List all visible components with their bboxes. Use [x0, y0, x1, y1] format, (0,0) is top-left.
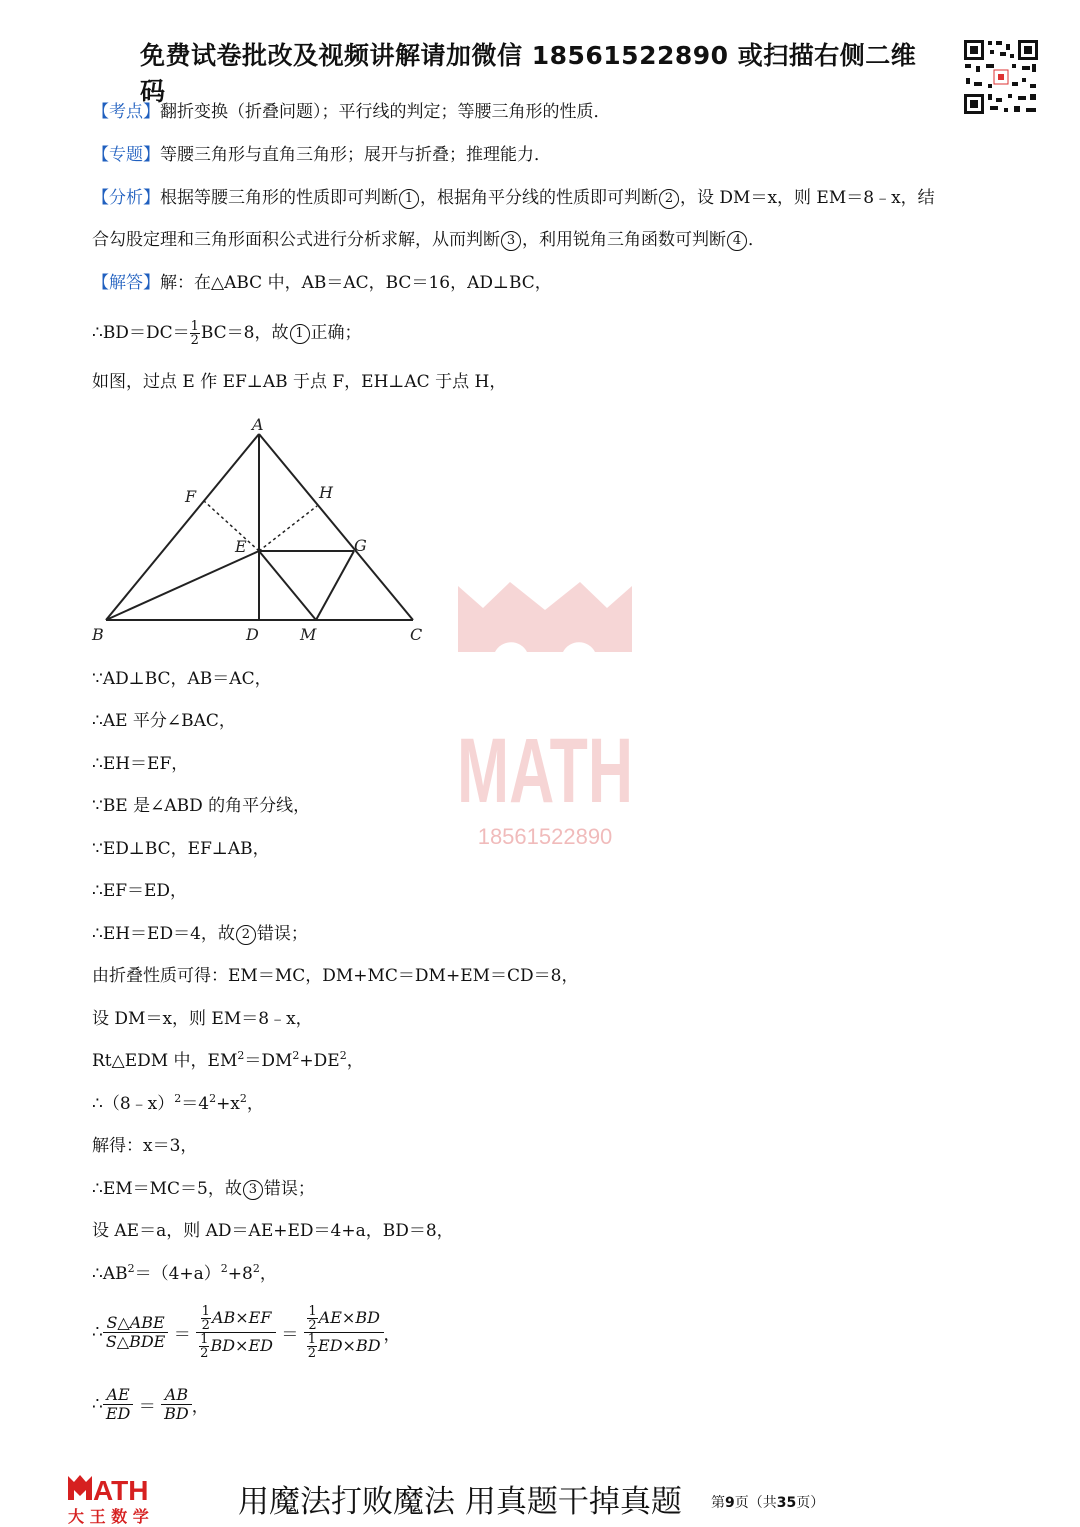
comma-1: ， — [383, 1325, 401, 1345]
frac3-num — [304, 1305, 384, 1333]
segment-eh — [259, 506, 317, 551]
circled-four: 4 — [727, 231, 747, 251]
area-ratio-frac-3 — [304, 1305, 384, 1360]
half-d-d: 2 — [307, 1346, 317, 1361]
step-7-b: 错误； — [256, 924, 308, 944]
step-7 — [92, 922, 308, 946]
equals-1: ＝ — [173, 1325, 191, 1345]
circled-one-b: 1 — [290, 324, 310, 344]
logo-sub-text: 大 王 数 学 — [68, 1507, 149, 1526]
jieda-line — [92, 271, 552, 295]
half-c — [307, 1305, 317, 1332]
sq-8: 2 — [220, 1262, 228, 1275]
step-13-b: 错误； — [263, 1179, 315, 1199]
frac3-num-text: AE×BD — [318, 1308, 380, 1327]
bd-b: BC＝8，故 — [200, 323, 289, 343]
step-10-c: +DE — [299, 1051, 340, 1071]
label-a: A — [252, 415, 264, 434]
step-10-d: ， — [346, 1051, 364, 1071]
comma-2: ， — [191, 1397, 209, 1417]
step-4: ∵BE 是∠ABD 的角平分线， — [92, 796, 311, 816]
equals-2: ＝ — [281, 1325, 299, 1345]
watermark-text: MATH — [457, 720, 633, 822]
page-pre: 第 — [711, 1495, 725, 1511]
fenxi-text-2: ，根据角平分线的性质即可判断 — [420, 188, 658, 208]
therefore-symbol: ∴ — [92, 1322, 103, 1343]
half-c-n: 1 — [308, 1304, 317, 1319]
jieda-tag: 【解答】 — [92, 273, 160, 293]
figure-intro: 如图，过点 E 作 EF⊥AB 于点 F，EH⊥AC 于点 H， — [92, 372, 507, 392]
page-total: 35 — [776, 1495, 797, 1511]
step-9: 设 DM＝x，则 EM＝8﹣x， — [92, 1009, 313, 1029]
step-13 — [92, 1177, 315, 1201]
half-a — [201, 1305, 211, 1332]
zhuanti-line — [92, 143, 551, 167]
fenxi-tag: 【分析】 — [92, 188, 160, 208]
step-12: 解得：x＝3， — [92, 1136, 198, 1156]
segment-be — [106, 551, 259, 620]
half-fraction — [190, 320, 200, 347]
page-mid: 页（共 — [734, 1495, 777, 1511]
step-11 — [92, 1092, 264, 1116]
label-c: C — [410, 625, 423, 644]
step-15-b: ＝（4+a） — [134, 1264, 221, 1284]
qr-code-icon[interactable] — [962, 38, 1040, 116]
triangle-figure — [88, 414, 433, 650]
label-g: G — [354, 536, 367, 555]
frac2-den-text: BD×ED — [210, 1336, 273, 1355]
step-15 — [92, 1262, 277, 1286]
frac2-num-text: AB×EF — [211, 1308, 272, 1327]
half-b-d: 2 — [200, 1346, 209, 1361]
frac3-den — [304, 1333, 384, 1360]
half-num: 1 — [190, 319, 199, 334]
step-11-c: +x — [216, 1094, 240, 1114]
label-b: B — [92, 625, 104, 644]
circled-two-b: 2 — [236, 925, 256, 945]
frac1-den: S△BDE — [105, 1332, 166, 1351]
page-header-title: 免费试卷批改及视频讲解请加微信 18561522890 或扫描右侧二维码 — [140, 41, 917, 106]
footer-slogan: 用魔法打败魔法 用真题干掉真题 — [238, 1484, 682, 1520]
label-h: H — [319, 483, 333, 502]
frac3-den-text: ED×BD — [318, 1336, 381, 1355]
zhuanti-tag: 【专题】 — [92, 145, 160, 165]
segment-ef — [204, 501, 259, 551]
step-15-d: ， — [259, 1264, 277, 1284]
ae-num: AE — [103, 1386, 134, 1405]
sq-7: 2 — [127, 1262, 135, 1275]
kaodian-text: 翻折变换（折叠问题）；平行线的判定；等腰三角形的性质． — [160, 102, 611, 122]
kaodian-line — [92, 100, 611, 124]
jieda-text: 解：在△ABC 中，AB＝AC，BC＝16，AD⊥BC， — [160, 273, 552, 293]
frac1-num: S△ABE — [103, 1314, 169, 1333]
ed-den: ED — [105, 1404, 131, 1423]
page-number — [711, 1492, 824, 1512]
page-post: 页） — [796, 1495, 825, 1511]
fenxi-line2-a: 合勾股定理和三角形面积公式进行分析求解，从而判断 — [92, 230, 500, 250]
therefore-symbol-2: ∴ — [92, 1394, 103, 1415]
step-11-d: ， — [246, 1094, 264, 1114]
half-b-n: 1 — [200, 1332, 209, 1347]
fenxi-line-1 — [92, 186, 935, 210]
fenxi-line-2 — [92, 228, 765, 252]
watermark-phone: 18561522890 — [477, 824, 613, 849]
step-13-a: ∴EM＝MC＝5，故 — [92, 1179, 242, 1199]
step-3: ∴EH＝EF， — [92, 754, 189, 774]
fenxi-line2-c: ． — [748, 230, 765, 250]
segment-ab — [106, 434, 259, 620]
step-2: ∴AE 平分∠BAC， — [92, 711, 236, 731]
area-ratio-frac-1 — [103, 1314, 169, 1351]
area-ratio-equation — [92, 1305, 401, 1360]
ab-bd-frac — [161, 1386, 192, 1423]
half-c-d: 2 — [308, 1318, 317, 1333]
circled-one: 1 — [399, 189, 419, 209]
half-b — [199, 1333, 209, 1360]
half-d — [307, 1333, 317, 1360]
bd-c: 正确； — [310, 323, 362, 343]
sq-6: 2 — [239, 1092, 247, 1105]
sq-3: 2 — [339, 1049, 347, 1062]
ae-ed-equation — [92, 1386, 209, 1423]
segment-gm — [316, 551, 354, 620]
step-10-a: Rt△EDM 中，EM — [92, 1051, 238, 1071]
step-14: 设 AE＝a，则 AD＝AE+ED＝4+a，BD＝8， — [92, 1221, 454, 1241]
step-7-a: ∴EH＝ED＝4，故 — [92, 924, 235, 944]
frac2-num — [196, 1305, 276, 1333]
step-10 — [92, 1049, 364, 1073]
ab-num: AB — [161, 1386, 192, 1405]
half-den: 2 — [190, 333, 199, 348]
bd-dc-line — [92, 318, 362, 348]
kaodian-tag: 【考点】 — [92, 102, 160, 122]
segment-em — [259, 551, 316, 620]
sq-2: 2 — [292, 1049, 300, 1062]
circled-three-b: 3 — [243, 1180, 263, 1200]
step-10-b: ＝DM — [244, 1051, 293, 1071]
step-8: 由折叠性质可得：EM＝MC，DM+MC＝DM+EM＝CD＝8， — [92, 966, 579, 986]
equals-3: ＝ — [138, 1397, 156, 1417]
logo-ath-text: ATH — [93, 1475, 149, 1506]
step-6: ∴EF＝ED， — [92, 881, 188, 901]
step-15-a: ∴AB — [92, 1264, 128, 1284]
page-current: 9 — [725, 1495, 735, 1511]
half-a-d: 2 — [201, 1318, 210, 1333]
fenxi-line2-b: ，利用锐角三角函数可判断 — [522, 230, 726, 250]
label-e: E — [235, 537, 247, 556]
sq-9: 2 — [252, 1262, 260, 1275]
step-15-c: +8 — [227, 1264, 253, 1284]
half-d-n: 1 — [307, 1332, 317, 1347]
frac2-den — [196, 1333, 276, 1360]
ae-ed-frac — [103, 1386, 134, 1423]
step-5: ∵ED⊥BC，EF⊥AB， — [92, 839, 270, 859]
circled-three: 3 — [501, 231, 521, 251]
step-1: ∵AD⊥BC，AB＝AC， — [92, 669, 272, 689]
label-d: D — [246, 625, 259, 644]
circled-two: 2 — [659, 189, 679, 209]
sq-5: 2 — [209, 1092, 217, 1105]
math-logo — [66, 1472, 166, 1524]
sq-4: 2 — [174, 1092, 182, 1105]
fenxi-text-3: ，设 DM＝x，则 EM＝8﹣x，结 — [680, 188, 935, 208]
bd-den: BD — [164, 1404, 189, 1423]
step-11-b: ＝4 — [181, 1094, 210, 1114]
step-11-a: ∴（8﹣x） — [92, 1094, 175, 1114]
sq-1: 2 — [237, 1049, 245, 1062]
label-f: F — [185, 487, 197, 506]
label-m: M — [300, 625, 317, 644]
zhuanti-text: 等腰三角形与直角三角形；展开与折叠；推理能力． — [160, 145, 551, 165]
segment-ac — [259, 434, 413, 620]
half-a-n: 1 — [201, 1304, 210, 1319]
math-watermark-logo — [455, 580, 635, 850]
bd-a: ∴BD＝DC＝ — [92, 323, 190, 343]
fenxi-text-1: 根据等腰三角形的性质即可判断 — [160, 188, 398, 208]
area-ratio-frac-2 — [196, 1305, 276, 1360]
